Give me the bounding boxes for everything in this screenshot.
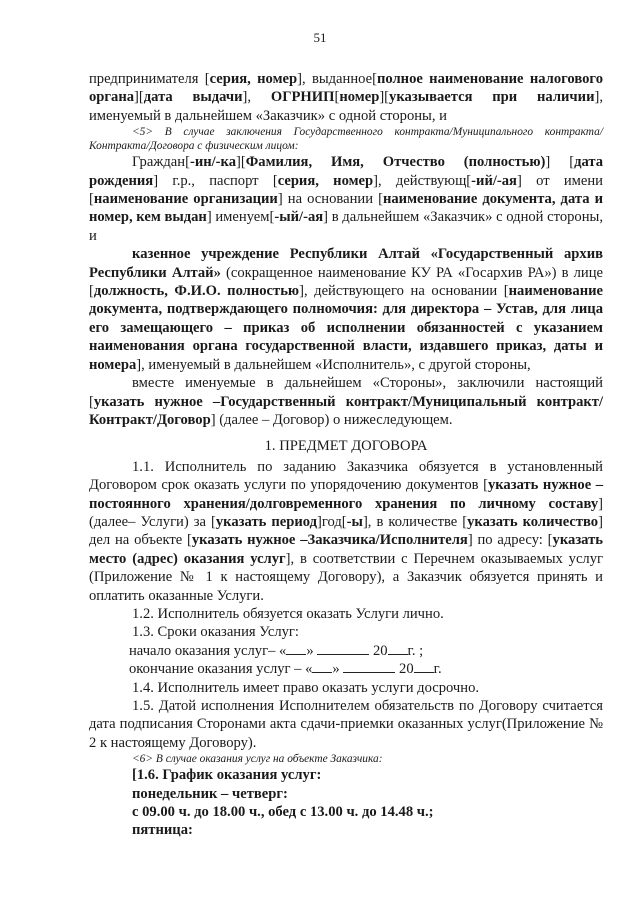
schedule-mon-thu: понедельник – четверг: <box>132 785 288 802</box>
paragraph-parties: вместе именуемые в дальнейшем «Стороны», заключили настоящий [указать нужное –Государственный контракт/Муниципальный контракт/Контракт/Договор] (далее – Договор) о нижеследующем. <box>89 375 603 428</box>
section-title-subject: 1. ПРЕДМЕТ ДОГОВОРА <box>264 438 428 455</box>
year-prefix: 20 <box>399 661 414 678</box>
clause-1-1: 1.1. Исполнитель по заданию Заказчика обязуется в установленный Договором срок оказать услуги по упорядочению документов [указать нужное –постоянного хранения/долговременного хранения по личному составу](далее– Услуги) за [указать период]год[-ы], в количестве [указать количество] дел на объекте [указать нужное –Заказчика/Исполнителя] по адресу: [указать место (адрес) оказания услуг], в соответствии с Перечнем оказываемых услуг (Приложение № 1 к настоящему Договору), а Заказчик обязуется принять и оплатить оказанные Услуги. <box>89 458 603 604</box>
paragraph-executor: казенное учреждение Республики Алтай «Государственный архив Республики Алтай» (сокращенное наименование КУ РА «Госархив РА») в лице [должность, Ф.И.О. полностью], действующего на основании [наименование документа, подтверждающего полномочия: для директора – Устав, для лица его замещающего – приказ об исполнении обязанностей с указанием наименования органа государственной власти, издавшего приказ, даты и номера], именуемый в дальнейшем «Исполнитель», с другой стороны, <box>89 246 603 373</box>
year-suffix: г. ; <box>407 642 424 659</box>
clause-1-3: 1.3. Сроки оказания Услуг: <box>132 624 299 641</box>
clause-1-2: 1.2. Исполнитель обязуется оказать Услуги лично. <box>132 605 444 622</box>
year-prefix: 20 <box>372 642 388 659</box>
year-suffix: г. <box>433 661 442 678</box>
end-date-label: окончание оказания услуг – « <box>129 661 313 678</box>
clause-1-6-title: [1.6. График оказания услуг: <box>132 767 322 784</box>
day-blank <box>286 642 306 655</box>
quote-close: » <box>306 642 314 659</box>
paragraph-citizen: Граждан[-ин/-ка][Фамилия, Имя, Отчество (полностью)] [дата рождения] г.р., паспорт [серия, номер], действующ[-ий/-ая] от имени [наименование организации] на основании [наименование документа, дата и номер, кем выдан] именуем[-ый/-ая] в дальнейшем «Заказчик» с одной стороны, и <box>89 154 604 244</box>
schedule-hours: с 09.00 ч. до 18.00 ч., обед с 13.00 ч. до 14.48 ч.; <box>132 804 434 821</box>
clause-1-5: 1.5. Датой исполнения Исполнителем обязательств по Договору считается дата подписания Сторонами акта сдачи-приемки оказанных услуг(Приложение № 2 к настоящему Договору). <box>89 698 603 751</box>
month-blank <box>317 642 369 655</box>
quote-close: » <box>332 661 340 678</box>
paragraph-entrepreneur: предпринимателя [серия, номер], выданное[полное наименование налогового органа][дата выдачи], ОГРНИП[номер][указывается при наличии], именуемый в дальнейшем «Заказчик» с одной стороны, и <box>89 71 603 124</box>
clause-1-4: 1.4. Исполнитель имеет право оказать услуги досрочно. <box>132 679 480 696</box>
month-blank <box>343 660 395 673</box>
note-5: <5> В случае заключения Государственного контракта/Муниципального контракта/Контракта/Договора с физическим лицом: <box>89 126 603 153</box>
note-6: <6> В случае оказания услуг на объекте Заказчика: <box>132 753 383 766</box>
year-blank <box>388 642 408 655</box>
end-date-line <box>89 660 603 678</box>
page-number: 51 <box>313 30 327 45</box>
document-body <box>89 70 603 840</box>
start-date-label: начало оказания услуг– « <box>129 642 287 659</box>
year-blank <box>414 660 434 673</box>
schedule-friday: пятница: <box>132 822 193 839</box>
start-date-line <box>89 642 603 660</box>
day-blank <box>312 660 332 673</box>
